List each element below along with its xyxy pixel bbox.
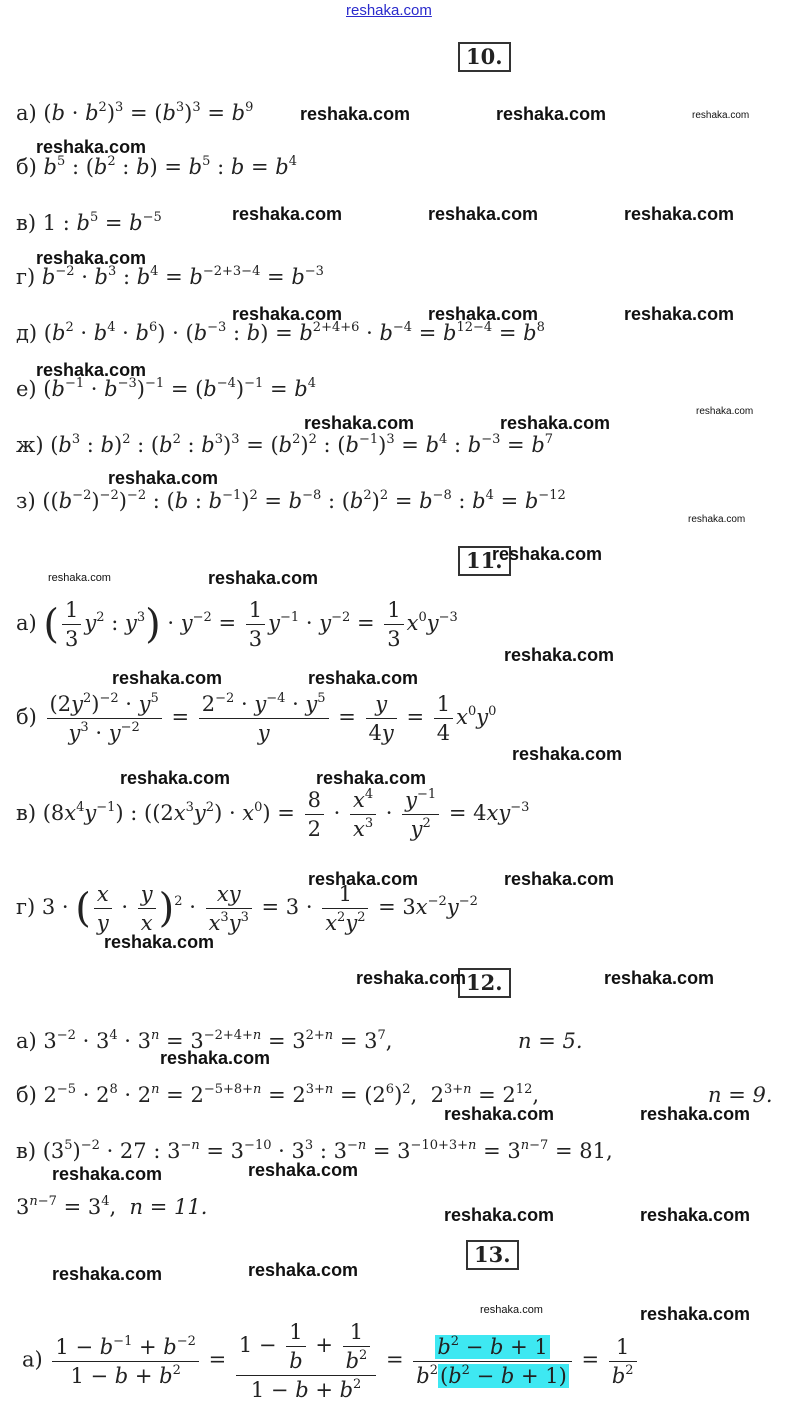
watermark: reshaka.com [640,1104,751,1124]
section-number-10: 10. [458,42,511,72]
problem-11g: г) 3 · ( $\frac{x}{y}$ · $\frac{y}{x}$ )$^2$ · $\frac{xy}{x^3y^3}$ = 3 · $\frac{1}{x^2y^2}$ = $3x^{-2}y^{-2}$ [16,882,478,935]
section-number-11: 11. [458,546,511,576]
problem-10b: б) $b^5$ : ($b^2$ : $b) = b^5$ : $b = b^4$ [16,154,297,179]
watermark: reshaka.com [208,568,319,588]
watermark: reshaka.com [428,304,539,324]
watermark: reshaka.com [504,869,615,889]
watermark: reshaka.com [624,204,735,224]
watermark: reshaka.com [444,1205,555,1225]
watermark: reshaka.com [160,1048,271,1068]
problem-11v: в) $(8x^4y^{-1})$ : $((2x^3y^2) \cdot x^0)$ = $\frac{8}{2}$ · $\frac{x^4}{x^3}$ · $\frac{y^{-1}}{y^2}$ = $4xy^{-3}$ [16,787,530,841]
problem-10a: а) $(b \cdot b^2)^3 = (b^3)^3 = b^9$ [16,100,254,125]
site-link[interactable]: reshaka.com [346,2,432,19]
problem-10v: в) 1 : $b^5 = b^{-5}$ [16,210,162,235]
watermark: reshaka.com [692,110,750,121]
watermark: reshaka.com [248,1160,359,1180]
problem-11b: б) $\frac{(2y^2)^{-2} \cdot y^5}{y^3 \cdot y^{-2}}$ = $\frac{2^{-2} \cdot y^{-4} \cdot y^5}{y}$ = $\frac{y}{4y}$ = $\frac{1}{4}$ $x^0y^0$ [16,691,497,745]
watermark: reshaka.com [444,1104,555,1124]
problem-10g: г) $b^{-2} \cdot b^3$ : $b^4 = b^{-2+3-4} = b^{-3}$ [16,264,324,289]
watermark: reshaka.com [428,204,539,224]
watermark: reshaka.com [120,768,231,788]
problem-12b: б) $2^{-5} \cdot 2^8 \cdot 2^n = 2^{-5+8+n} = 2^{3+n} = (2^6)^2$, $2^{3+n} = 2^{12}$, [16,1082,540,1107]
watermark: reshaka.com [108,468,219,488]
watermark: reshaka.com [36,248,147,268]
problem-12a-answer: n = 5. [518,1029,583,1053]
watermark: reshaka.com [300,104,411,124]
watermark: reshaka.com [688,514,746,525]
problem-12b-answer: n = 9. [708,1083,773,1107]
watermark: reshaka.com [480,1304,543,1316]
section-number-13: 13. [466,1240,519,1270]
problem-12v-cont: $3^{n-7} = 3^4$, n = 11. [16,1194,208,1219]
watermark: reshaka.com [640,1205,751,1225]
problem-11a: а) ( $\frac{1}{3}$ $y^2$ : $y^3) \cdot y^{-2}$ = $\frac{1}{3}$ $y^{-1} \cdot y^{-2}$ = $\frac{1}{3}$ $x^0y^{-3}$ [16,598,458,651]
watermark: reshaka.com [52,1264,163,1284]
problem-12a: а) $3^{-2} \cdot 3^4 \cdot 3^n = 3^{-2+4+n} = 3^{2+n} = 3^7$, [16,1028,393,1053]
watermark: reshaka.com [308,869,419,889]
watermark: reshaka.com [104,932,215,952]
watermark: reshaka.com [500,413,611,433]
watermark: reshaka.com [48,572,111,584]
watermark: reshaka.com [304,413,415,433]
watermark: reshaka.com [492,544,603,564]
watermark: reshaka.com [232,304,343,324]
watermark: reshaka.com [112,668,223,688]
watermark: reshaka.com [36,137,147,157]
watermark: reshaka.com [604,968,715,988]
problem-10e: е) $(b^{-1} \cdot b^{-3})^{-1} = (b^{-4})^{-1} = b^4$ [16,376,316,401]
watermark: reshaka.com [512,744,623,764]
watermark: reshaka.com [316,768,427,788]
problem-13a: а) $\frac{1 - b^{-1} + b^{-2}}{1 - b + b^2}$ = 1 − $\frac{1}{b}$ + $\frac{1}{b^2}$ $1 - b + b^2$ = $\frac{b^2 - b + 1}{b^2(b^2 - b + 1)}$ = $\frac{1}{b^2}$ [22,1318,640,1404]
watermark: reshaka.com [36,360,147,380]
watermark: reshaka.com [640,1304,751,1324]
watermark: reshaka.com [232,204,343,224]
section-number-12: 12. [458,968,511,998]
problem-10z: з) $((b^{-2})^{-2})^{-2}$ : (b : $b^{-1})^2 = b^{-8}$ : $(b^2)^2 = b^{-8}$ : $b^4 = b^{-12}$ [16,488,566,513]
watermark: reshaka.com [248,1260,359,1280]
watermark: reshaka.com [496,104,607,124]
watermark: reshaka.com [696,406,754,417]
problem-10zh: ж) ($b^3$ : b)$^2$ : ($b^2$ : $b^3)^3 = (b^2)^2$ : $(b^{-1})^3 = b^4$ : $b^{-3} = b^7$ [16,432,554,457]
watermark: reshaka.com [52,1164,163,1184]
watermark: reshaka.com [624,304,735,324]
watermark: reshaka.com [356,968,467,988]
problem-12v: в) $(3^5)^{-2} \cdot 27$ : $3^{-n} = 3^{-10} \cdot 3^3$ : $3^{-n} = 3^{-10+3+n} = 3^{n-7} = 81$, [16,1138,613,1163]
watermark: reshaka.com [308,668,419,688]
watermark: reshaka.com [504,645,615,665]
problem-10d: д) $(b^2 \cdot b^4 \cdot b^6) \cdot (b^{-3}$ : $b) = b^{2+4+6} \cdot b^{-4} = b^{12-4} = b^8$ [16,320,545,345]
